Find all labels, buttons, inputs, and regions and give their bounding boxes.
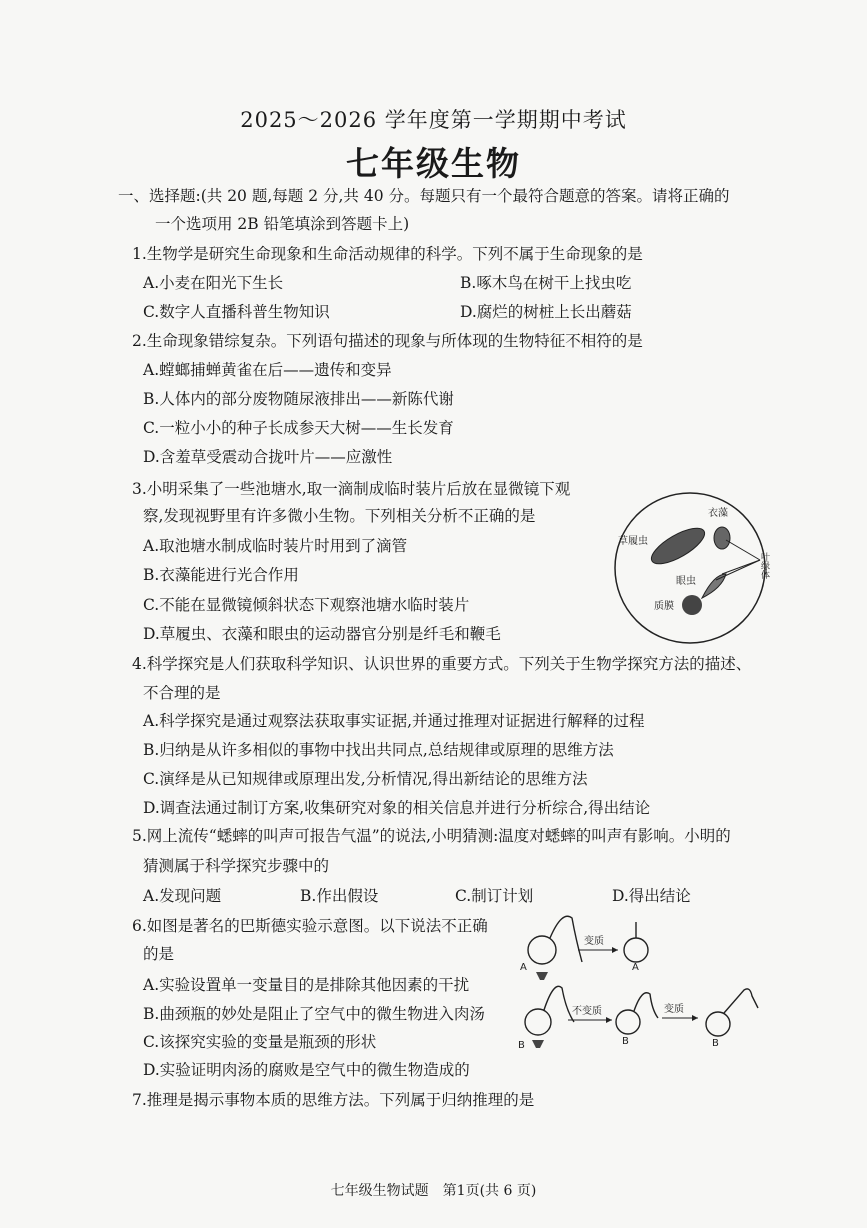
chlamydomonas-label: 衣藻 [708,508,728,519]
arrow-b2-head [692,1015,698,1021]
question-1-option-d: D.腐烂的树桩上长出蘑菇 [460,303,632,321]
flask-a-heating [528,936,556,964]
section-instruction-line2: 一个选项用 2B 铅笔填涂到答题卡上) [155,215,410,233]
paramecium-drawing [647,521,710,570]
page-footer: 七年级生物试题 第1页(共 6 页) [330,1183,537,1199]
flask-b-middle [616,1010,640,1034]
flask-b-label-1: B [518,1040,525,1051]
spoiled-label-1: 变质 [584,936,604,947]
question-4-option-d: D.调查法通过制订方案,收集研究对象的相关信息并进行分析综合,得出结论 [143,799,651,817]
flask-b-broken-neck [724,989,758,1013]
question-4-option-c: C.演绎是从已知规律或原理出发,分析情况,得出新结论的思维方法 [143,770,588,788]
arrow-b1-head [606,1017,612,1023]
exam-year-title: 2025～2026 学年度第一学期期中考试 [240,108,627,132]
burner-a [536,972,548,980]
flask-b-label-2: B [622,1036,629,1047]
flask-b-label-3: B [712,1038,719,1049]
question-1-option-c: C.数字人直播科普生物知识 [143,303,330,321]
chloroplast-pointer-line [722,560,760,574]
question-2-option-a: A.螳螂捕蝉黄雀在后——遗传和变异 [143,361,392,379]
question-2-option-d: D.含羞草受震动合拢叶片——应激性 [143,448,393,466]
euglena-label: 眼虫 [676,576,696,587]
question-1-stem: 1.生物学是研究生命现象和生命活动规律的科学。下列不属于生命现象的是 [132,245,643,263]
question-3-option-d: D.草履虫、衣藻和眼虫的运动器官分别是纤毛和鞭毛 [143,625,501,643]
chlamydomonas-drawing [714,527,730,549]
question-6-stem-line2: 的是 [143,945,175,963]
not-spoiled-label: 不变质 [572,1006,602,1017]
cell-drawing [682,595,702,615]
chloroplast-pointer-line [726,540,760,560]
question-5-option-a: A.发现问题 [143,887,222,905]
arrow-a-head [612,947,618,953]
spoiled-label-2: 变质 [664,1004,684,1015]
question-5-option-c: C.制订计划 [455,887,534,905]
question-5-option-d: D.得出结论 [612,887,691,905]
question-3-option-a: A.取池塘水制成临时装片时用到了滴管 [143,537,408,555]
chloroplast-pointer-line [716,560,760,580]
question-6-option-b: B.曲颈瓶的妙处是阻止了空气中的微生物进入肉汤 [143,1005,485,1023]
question-4-stem-line1: 4.科学探究是人们获取科学知识、认识世界的重要方式。下列关于生物学探究方法的描述、 [132,655,752,673]
question-5-option-b: B.作出假设 [300,887,379,905]
question-4-option-a: A.科学探究是通过观察法获取事实证据,并通过推理对证据进行解释的过程 [143,712,645,730]
question-6-option-a: A.实验设置单一变量目的是排除其他因素的干扰 [143,976,470,994]
question-2-stem: 2.生命现象错综复杂。下列语句描述的现象与所体现的生物特征不相符的是 [132,332,643,350]
section-instruction-line1: 一、选择题:(共 20 题,每题 2 分,共 40 分。每题只有一个最符合题意的答案。请将正确的 [118,187,730,205]
question-4-stem-line2: 不合理的是 [143,684,221,702]
paramecium-label: 草履虫 [618,536,648,547]
burner-b [532,1040,544,1048]
flask-a-result [624,938,648,962]
question-3-option-b: B.衣藻能进行光合作用 [143,566,299,584]
question-6-option-d: D.实验证明肉汤的腐败是空气中的微生物造成的 [143,1061,470,1079]
question-3-stem-line1: 3.小明采集了一些池塘水,取一滴制成临时装片后放在显微镜下观 [132,480,571,498]
pasteur-experiment-figure [512,910,792,1060]
question-1-option-b: B.啄木鸟在树干上找虫吃 [460,274,632,292]
flask-a-label-1: A [520,962,527,973]
question-3-stem-line2: 察,发现视野里有许多微小生物。下列相关分析不正确的是 [143,507,536,525]
cell-label: 质膜 [654,601,674,612]
flask-b-neck [544,986,574,1022]
subject-title: 七年级生物 [346,144,521,183]
flask-b-heating [525,1009,551,1035]
microscope-field-figure [610,488,790,648]
question-4-option-b: B.归纳是从许多相似的事物中找出共同点,总结规律或原理的思维方法 [143,741,614,759]
question-5-stem-line1: 5.网上流传“蟋蟀的叫声可报告气温”的说法,小明猜测:温度对蟋蟀的叫声有影响。小明的 [132,827,731,845]
flask-b-result [706,1012,730,1036]
question-6-stem-line1: 6.如图是著名的巴斯德实验示意图。以下说法不正确 [132,917,488,935]
question-6-option-c: C.该探究实验的变量是瓶颈的形状 [143,1033,377,1051]
chloroplast-label: 叶绿体 [759,552,769,579]
question-5-stem-line2: 猜测属于科学探究步骤中的 [143,857,330,875]
question-1-option-a: A.小麦在阳光下生长 [143,274,284,292]
question-2-option-b: B.人体内的部分废物随尿液排出——新陈代谢 [143,390,454,408]
question-3-option-c: C.不能在显微镜倾斜状态下观察池塘水临时装片 [143,596,470,614]
question-7-stem: 7.推理是揭示事物本质的思维方法。下列属于归纳推理的是 [132,1091,535,1109]
flask-a-label-2: A [632,962,639,973]
question-2-option-c: C.一粒小小的种子长成参天大树——生长发育 [143,419,454,437]
